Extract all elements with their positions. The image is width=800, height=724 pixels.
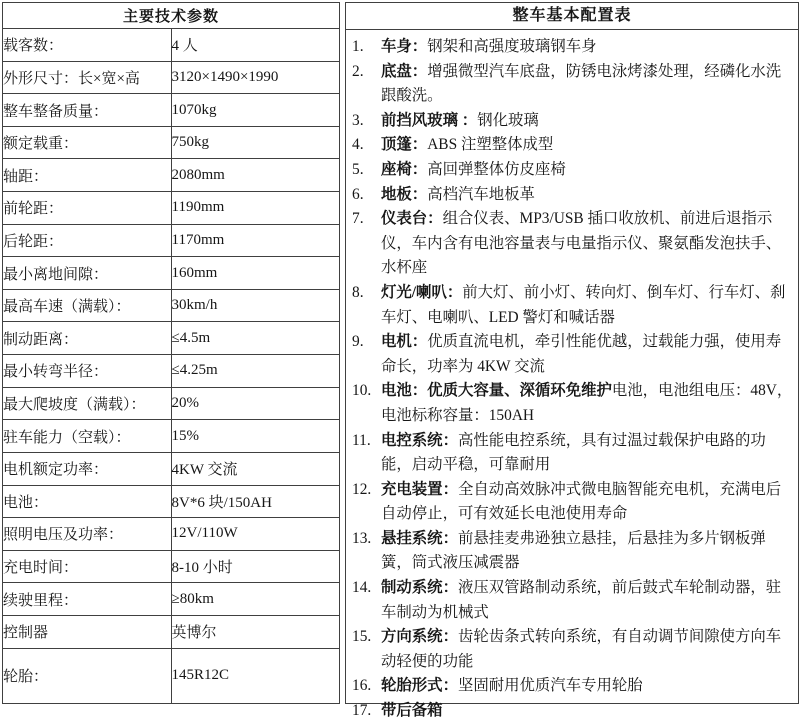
param-label: 整车整备质量：: [3, 94, 172, 127]
param-label: 电池：: [3, 485, 172, 518]
list-item-term: 方向系统：: [381, 628, 458, 646]
table-row: [3, 355, 340, 388]
param-value: ≤4.25m: [171, 355, 340, 388]
param-value: 145R12C: [171, 648, 340, 703]
param-value: 1070kg: [171, 94, 340, 127]
table-row: [3, 648, 340, 703]
list-item-desc: 组合仪表、MP3/USB 插口收放机、前进后退指示仪，车内含有电池容量表与电量指示仪、聚氨酯发泡扶手、水杯座: [381, 210, 782, 277]
param-label: 照明电压及功率：: [3, 518, 172, 551]
list-item-number: 1.: [352, 38, 364, 55]
list-item-term: 地板：: [381, 185, 428, 203]
table-row: [3, 452, 340, 485]
param-value: 3120×1490×1990: [171, 61, 340, 94]
list-item-term: 座椅：: [381, 160, 428, 178]
table-row: [3, 126, 340, 159]
param-label: 最小离地间隙：: [3, 257, 172, 290]
list-item-term: 电池：优质大容量、深循环免维护: [381, 382, 612, 400]
param-value: 160mm: [171, 257, 340, 290]
list-item-text: [381, 330, 796, 379]
param-label: 最大爬坡度（满载）：: [3, 387, 172, 420]
param-value: 英博尔: [171, 615, 340, 648]
list-item-number: 6.: [352, 185, 364, 203]
list-item-text: [381, 109, 796, 134]
list-item-term: 前挡风玻璃 ：: [381, 111, 478, 129]
param-value: 4KW 交流: [171, 452, 340, 485]
list-item-desc: 钢化玻璃: [477, 111, 539, 129]
list-item: [352, 478, 796, 527]
list-item-number: 4.: [352, 136, 364, 154]
list-item-desc: 坚固耐用优质汽车专用轮胎: [457, 677, 643, 695]
param-label: 额定载重：: [3, 126, 172, 159]
list-item: [352, 379, 796, 428]
table-row: [3, 615, 340, 648]
tech-params-body: [3, 29, 340, 704]
list-item-number: 12.: [352, 480, 372, 498]
list-item-number: 17.: [352, 702, 372, 720]
list-item-text: [381, 35, 796, 60]
list-item-text: [381, 674, 796, 699]
table-row: [3, 29, 340, 62]
list-item: [352, 109, 796, 134]
list-item-desc: ABS 注塑整体成型: [427, 136, 554, 154]
list-item-desc: 齿轮齿条式转向系统，有自动调节间隙使方向车动轻便的功能: [381, 628, 782, 670]
param-value: 4 人: [171, 29, 340, 62]
param-value: 8V*6 块/150AH: [171, 485, 340, 518]
list-item: [352, 60, 796, 109]
param-label: 后轮距：: [3, 224, 172, 257]
list-item-desc: 钢架和高强度玻璃钢车身: [427, 38, 597, 55]
list-item: [352, 281, 796, 330]
param-value: 30km/h: [171, 289, 340, 322]
config-list: [346, 30, 798, 724]
list-item: [352, 674, 796, 699]
list-item-desc: 前悬挂麦弗逊独立悬挂，后悬挂为多片钢板弹簧，筒式液压减震器: [381, 529, 766, 572]
config-panel: [345, 2, 799, 720]
list-item: [352, 625, 796, 674]
tech-params-table: [2, 2, 340, 704]
list-item: [352, 699, 796, 724]
param-label: 电机额定功率：: [3, 452, 172, 485]
list-item: [352, 158, 796, 183]
list-item-desc: 前大灯、前小灯、转向灯、倒车灯、行车灯、刹车灯、电喇叭、LED 警灯和喊话器: [381, 283, 786, 326]
list-item-number: 3.: [352, 111, 364, 129]
table-row: [3, 420, 340, 453]
table-row: [3, 61, 340, 94]
list-item-term: 充电装置：: [381, 480, 458, 498]
list-item-term: 电机：: [381, 333, 428, 351]
list-item-term: 悬挂系统：: [381, 529, 458, 547]
list-item-number: 7.: [352, 210, 364, 228]
param-value: 750kg: [171, 126, 340, 159]
list-item-text: [381, 207, 796, 281]
table-row: [3, 159, 340, 192]
table-row: [3, 257, 340, 290]
list-item-term: 底盘：: [381, 62, 428, 80]
list-item-number: 8.: [352, 283, 364, 301]
table-row: [3, 387, 340, 420]
table-row: [3, 94, 340, 127]
table-row: [3, 289, 340, 322]
param-value: 2080mm: [171, 159, 340, 192]
list-item-number: 10.: [352, 382, 372, 400]
list-item-number: 15.: [352, 628, 372, 646]
tech-params-title: 主要技术参数: [3, 3, 340, 29]
list-item: [352, 576, 796, 625]
table-row: [3, 583, 340, 616]
param-label: 控制器: [3, 615, 172, 648]
list-item-desc: 增强微型汽车底盘，防锈电泳烤漆处理，经磷化水洗跟酸洗。: [381, 62, 782, 105]
list-item-text: [381, 576, 796, 625]
list-item-number: 14.: [352, 579, 372, 597]
list-item-number: 16.: [352, 677, 372, 695]
list-item: [352, 527, 796, 576]
param-label: 外形尺寸：长×宽×高: [3, 61, 172, 94]
list-item-term: 灯光/喇叭：: [381, 283, 463, 301]
list-item-number: 9.: [352, 333, 364, 351]
list-item-text: [381, 699, 796, 724]
list-item-term: 电控系统：: [381, 431, 458, 449]
list-item-text: [381, 625, 796, 674]
list-item-text: [381, 429, 796, 478]
list-item-term: 轮胎形式：: [381, 677, 458, 695]
param-label: 轴距：: [3, 159, 172, 192]
list-item-number: 2.: [352, 62, 364, 80]
param-label: 驻车能力（空载）：: [3, 420, 172, 453]
param-label: 载客数：: [3, 29, 172, 62]
param-value: 1170mm: [171, 224, 340, 257]
param-label: 最小转弯半径：: [3, 355, 172, 388]
list-item-number: 5.: [352, 160, 364, 178]
list-item-text: [381, 379, 796, 428]
param-label: 前轮距：: [3, 192, 172, 225]
list-item: [352, 330, 796, 379]
param-label: 最高车速（满载）：: [3, 289, 172, 322]
param-label: 充电时间：: [3, 550, 172, 583]
param-value: ≤4.5m: [171, 322, 340, 355]
list-item-text: [381, 478, 796, 527]
param-value: 1190mm: [171, 192, 340, 225]
list-item-text: [381, 281, 796, 330]
list-item-desc: 高回弹整体仿皮座椅: [427, 160, 566, 178]
list-item: [352, 35, 796, 60]
param-value: 15%: [171, 420, 340, 453]
list-item-term: 顶篷：: [381, 136, 428, 154]
list-item: [352, 183, 796, 208]
list-item: [352, 207, 796, 281]
param-label: 续驶里程：: [3, 583, 172, 616]
table-row: [3, 322, 340, 355]
table-row: [3, 518, 340, 551]
list-item: [352, 429, 796, 478]
list-item-text: [381, 158, 796, 183]
list-item-text: [381, 527, 796, 576]
tech-params-header: [3, 3, 340, 29]
list-item-term: 制动系统：: [381, 579, 458, 597]
list-item-desc: 高性能电控系统，具有过温过载保护电路的功能，启动平稳，可靠耐用: [381, 431, 766, 474]
list-item-text: [381, 133, 796, 158]
list-item-term: 车身：: [381, 38, 428, 55]
list-item-term: 仪表台：: [381, 210, 443, 228]
list-item-text: [381, 183, 796, 208]
list-item-number: 13.: [352, 529, 372, 547]
table-row: [3, 224, 340, 257]
table-row: [3, 550, 340, 583]
list-item-desc: 高档汽车地板革: [427, 185, 535, 203]
list-item-text: [381, 60, 796, 109]
list-item-desc: 液压双管路制动系统，前后鼓式车轮制动器，驻车制动为机械式: [381, 579, 782, 621]
table-row: [3, 192, 340, 225]
list-item-term: 带后备箱: [381, 702, 443, 720]
param-value: ≥80km: [171, 583, 340, 616]
param-value: 8-10 小时: [171, 550, 340, 583]
list-item: [352, 133, 796, 158]
tech-params-title-row: [3, 3, 340, 29]
config-panel-title: 整车基本配置表: [346, 3, 798, 30]
list-item-desc: 优质直流电机，牵引性能优越，过载能力强，使用寿命长，功率为 4KW 交流: [381, 333, 782, 375]
param-value: 20%: [171, 387, 340, 420]
table-row: [3, 485, 340, 518]
param-label: 制动距离：: [3, 322, 172, 355]
list-item-desc: 电池，电池组电压：48V，电池标称容量：150AH: [381, 382, 793, 424]
param-value: 12V/110W: [171, 518, 340, 551]
list-item-desc: 全自动高效脉冲式微电脑智能充电机，充满电后自动停止，可有效延长电池使用寿命: [381, 480, 782, 523]
param-label: 轮胎：: [3, 648, 172, 703]
list-item-number: 11.: [352, 431, 371, 449]
